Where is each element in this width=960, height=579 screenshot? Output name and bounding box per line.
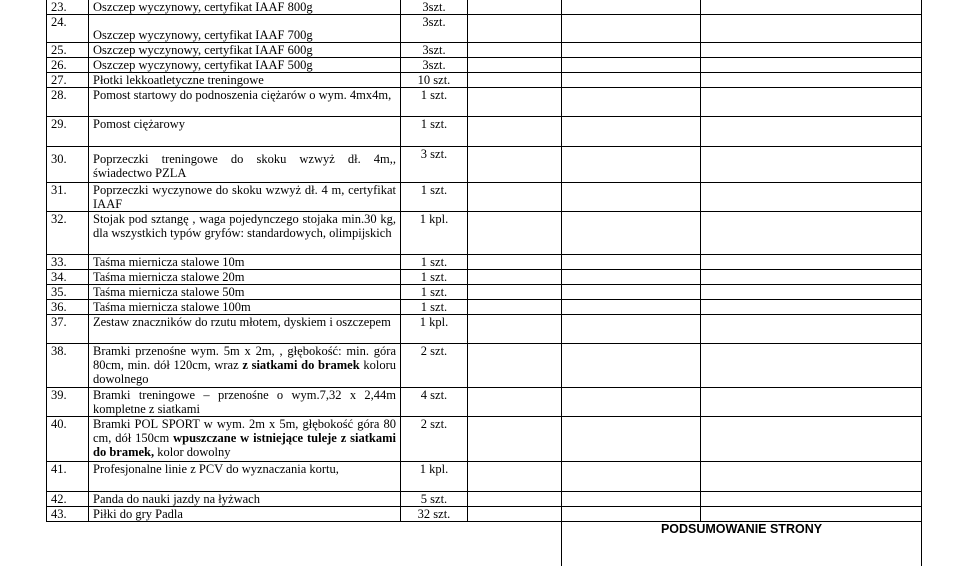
table-row [47, 492, 922, 507]
table-row [47, 0, 922, 15]
empty-cell [562, 117, 701, 147]
empty-cell [468, 270, 562, 285]
row-quantity: 1 szt. [401, 88, 468, 117]
empty-cell [468, 43, 562, 58]
empty-cell [468, 315, 562, 344]
empty-cell [468, 344, 562, 388]
row-quantity: 1 szt. [401, 255, 468, 270]
desc-part-bold: z siatkami do bramek [242, 358, 360, 372]
empty-cell [468, 212, 562, 255]
row-number: 35. [47, 285, 89, 300]
row-description: Panda do nauki jazdy na łyżwach [89, 492, 401, 507]
row-description: Oszczep wyczynowy, certyfikat IAAF 500g [89, 58, 401, 73]
empty-cell [562, 492, 701, 507]
row-quantity: 4 szt. [401, 388, 468, 417]
table-row [47, 255, 922, 270]
empty-cell [468, 462, 562, 492]
empty-cell [562, 270, 701, 285]
row-description: Oszczep wyczynowy, certyfikat IAAF 700g [89, 15, 401, 43]
desc-part-bold: wpuszczane w istniejące tuleje z siatkami do bramek, [93, 431, 397, 459]
row-description: Bramki treningowe – przenośne o wym.7,32 x 2,44m kompletne z siatkami [89, 388, 401, 417]
table-row [47, 417, 922, 462]
table-row [47, 88, 922, 117]
empty-cell [468, 88, 562, 117]
table-row [47, 212, 922, 255]
row-number: 38. [47, 344, 89, 388]
empty-cell [562, 183, 701, 212]
empty-cell [701, 492, 922, 507]
row-number: 23. [47, 0, 89, 15]
row-description: Poprzeczki wyczynowe do skoku wzwyż dł. 4 m, certyfikat IAAF [89, 183, 401, 212]
empty-cell [562, 88, 701, 117]
empty-cell [701, 147, 922, 183]
empty-cell [701, 270, 922, 285]
row-quantity: 1 kpl. [401, 315, 468, 344]
empty-cell [562, 285, 701, 300]
empty-cell [701, 183, 922, 212]
row-quantity: 2 szt. [401, 344, 468, 388]
empty-cell [468, 300, 562, 315]
row-description: Pomost startowy do podnoszenia ciężarów o wym. 4mx4m, [89, 88, 401, 117]
summary-row [47, 522, 922, 566]
empty-cell [562, 147, 701, 183]
items-table [46, 0, 922, 566]
empty-cell [562, 73, 701, 88]
row-number: 37. [47, 315, 89, 344]
table-row [47, 147, 922, 183]
row-number: 25. [47, 43, 89, 58]
row-description: Oszczep wyczynowy, certyfikat IAAF 600g [89, 43, 401, 58]
empty-cell [562, 462, 701, 492]
empty-cell [701, 344, 922, 388]
empty-cell [562, 417, 701, 462]
row-quantity: 1 szt. [401, 183, 468, 212]
table-row [47, 388, 922, 417]
row-quantity: 1 szt. [401, 270, 468, 285]
row-description: Pomost ciężarowy [89, 117, 401, 147]
row-description: Taśma miernicza stalowe 50m [89, 285, 401, 300]
empty-cell [701, 0, 922, 15]
row-number: 32. [47, 212, 89, 255]
row-number: 28. [47, 88, 89, 117]
empty-cell [468, 0, 562, 15]
empty-cell [562, 0, 701, 15]
row-quantity: 5 szt. [401, 492, 468, 507]
empty-cell [701, 117, 922, 147]
row-number: 43. [47, 507, 89, 522]
row-quantity: 3szt. [401, 43, 468, 58]
row-number: 36. [47, 300, 89, 315]
empty-cell [701, 285, 922, 300]
empty-cell [562, 43, 701, 58]
empty-cell [468, 183, 562, 212]
table-row [47, 270, 922, 285]
empty-cell [468, 117, 562, 147]
row-number: 39. [47, 388, 89, 417]
empty-cell [701, 73, 922, 88]
empty-cell [468, 492, 562, 507]
row-quantity: 3szt. [401, 0, 468, 15]
empty-cell [701, 212, 922, 255]
row-quantity: 1 szt. [401, 117, 468, 147]
table-row [47, 73, 922, 88]
table-row [47, 315, 922, 344]
row-description: Taśma miernicza stalowe 100m [89, 300, 401, 315]
row-quantity: 1 szt. [401, 300, 468, 315]
row-description [89, 417, 401, 462]
empty-cell [701, 255, 922, 270]
table-row [47, 117, 922, 147]
empty-cell [701, 315, 922, 344]
row-description: Profesjonalne linie z PCV do wyznaczania kortu, [89, 462, 401, 492]
desc-part: Bramki przenośne wym. 5m x 2m, , głębokość: min. góra 80cm, min. dół 120cm, wraz [93, 344, 396, 372]
table-row [47, 285, 922, 300]
row-description [89, 344, 401, 388]
row-quantity: 3szt. [401, 58, 468, 73]
empty-cell [562, 344, 701, 388]
empty-cell [701, 58, 922, 73]
table-row [47, 15, 922, 43]
row-description: Taśma miernicza stalowe 10m [89, 255, 401, 270]
empty-cell [468, 73, 562, 88]
row-number: 34. [47, 270, 89, 285]
empty-cell [468, 58, 562, 73]
empty-cell [468, 417, 562, 462]
desc-part: Bramki POL SPORT w wym. 2m x 5m, głębokość góra 80 cm, dół 150cm [93, 417, 396, 445]
empty-cell [468, 255, 562, 270]
row-number: 27. [47, 73, 89, 88]
empty-cell [701, 507, 922, 522]
table-row [47, 58, 922, 73]
row-description: Zestaw znaczników do rzutu młotem, dyskiem i oszczepem [89, 315, 401, 344]
empty-cell [562, 388, 701, 417]
empty-cell [701, 462, 922, 492]
empty-cell [468, 15, 562, 43]
row-quantity: 1 kpl. [401, 212, 468, 255]
empty-cell [562, 255, 701, 270]
row-number: 29. [47, 117, 89, 147]
row-number: 31. [47, 183, 89, 212]
row-quantity: 1 szt. [401, 285, 468, 300]
row-number: 41. [47, 462, 89, 492]
empty-cell [468, 285, 562, 300]
empty-cell [562, 212, 701, 255]
row-quantity: 32 szt. [401, 507, 468, 522]
desc-part: koloru dowolnego [93, 358, 397, 386]
row-number: 42. [47, 492, 89, 507]
empty-cell [468, 147, 562, 183]
empty-cell [701, 43, 922, 58]
row-description: Poprzeczki treningowe do skoku wzwyż dł. 4m,, świadectwo PZLA [89, 147, 401, 183]
empty-cell [562, 315, 701, 344]
row-number: 30. [47, 147, 89, 183]
table-row [47, 300, 922, 315]
page-summary-label: PODSUMOWANIE STRONY [562, 522, 922, 566]
row-quantity: 2 szt. [401, 417, 468, 462]
desc-part: kolor dowolny [154, 445, 231, 459]
row-quantity: 3szt. [401, 15, 468, 43]
row-number: 33. [47, 255, 89, 270]
empty-cell [562, 300, 701, 315]
table-row [47, 183, 922, 212]
summary-spacer [47, 522, 562, 566]
empty-cell [701, 300, 922, 315]
table-row [47, 462, 922, 492]
empty-cell [562, 58, 701, 73]
row-description: Oszczep wyczynowy, certyfikat IAAF 800g [89, 0, 401, 15]
row-number: 24. [47, 15, 89, 43]
row-description: Stojak pod sztangę , waga pojedynczego stojaka min.30 kg, dla wszystkich typów gryfów: standardowych, olimpijskich [89, 212, 401, 255]
empty-cell [701, 88, 922, 117]
row-description: Piłki do gry Padla [89, 507, 401, 522]
row-quantity: 10 szt. [401, 73, 468, 88]
empty-cell [701, 417, 922, 462]
empty-cell [562, 507, 701, 522]
row-quantity: 1 kpl. [401, 462, 468, 492]
empty-cell [701, 388, 922, 417]
row-description: Płotki lekkoatletyczne treningowe [89, 73, 401, 88]
table-row [47, 507, 922, 522]
empty-cell [468, 507, 562, 522]
table-row [47, 43, 922, 58]
empty-cell [701, 15, 922, 43]
row-description: Taśma miernicza stalowe 20m [89, 270, 401, 285]
row-number: 26. [47, 58, 89, 73]
table-row [47, 344, 922, 388]
row-number: 40. [47, 417, 89, 462]
empty-cell [468, 388, 562, 417]
empty-cell [562, 15, 701, 43]
row-quantity: 3 szt. [401, 147, 468, 183]
